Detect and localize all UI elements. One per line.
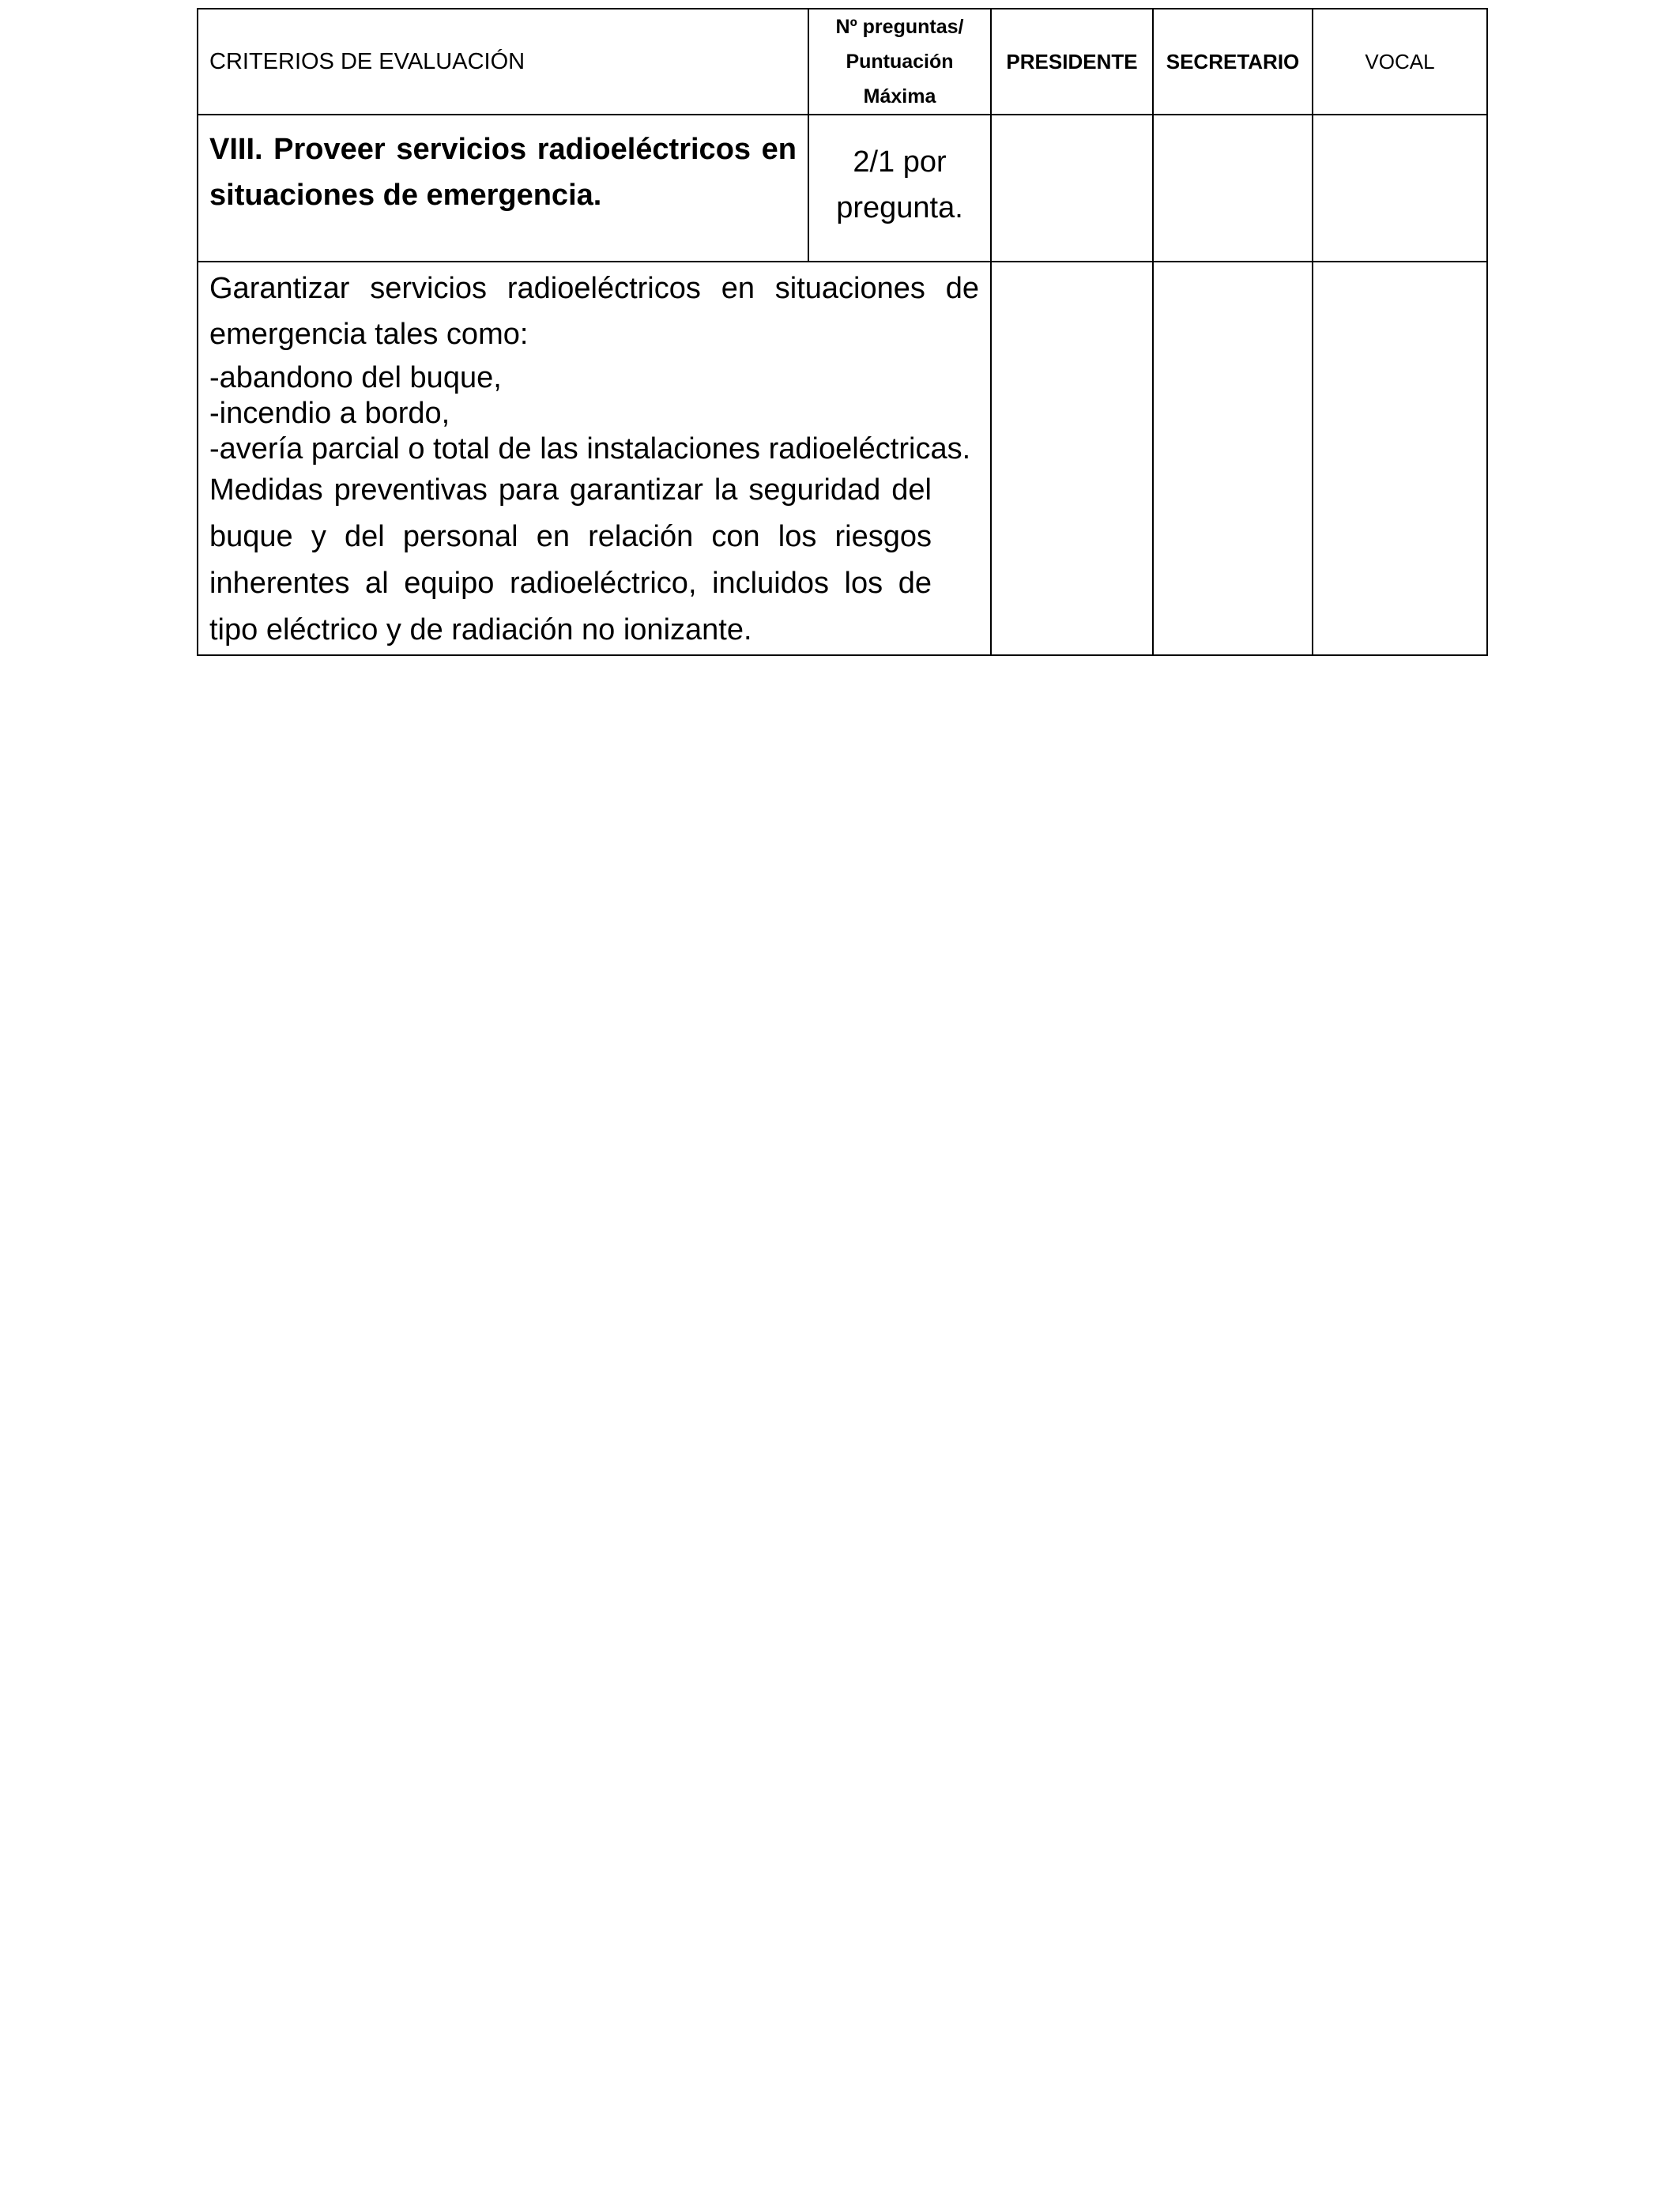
- secretario-score-cell: [1153, 115, 1313, 262]
- header-secretario: SECRETARIO: [1153, 9, 1313, 115]
- header-presidente: PRESIDENTE: [991, 9, 1153, 115]
- section-score-cell: [808, 115, 991, 262]
- section-score-line1: 2/1 por: [853, 145, 947, 179]
- header-criterios: CRITERIOS DE EVALUACIÓN: [198, 9, 808, 115]
- description-list: [209, 360, 979, 467]
- description-intro-line1: Garantizar servicios radioeléctricos en situaciones de: [209, 272, 979, 305]
- header-npreguntas: [808, 9, 991, 115]
- section-title: VIII. Proveer servicios radioeléctricos en situaciones de emergencia.: [209, 133, 797, 212]
- vocal-description-cell: [1313, 262, 1487, 655]
- header-vocal: VOCAL: [1313, 9, 1487, 115]
- section-row: [198, 115, 1487, 262]
- header-npreguntas-line1: Nº preguntas/: [835, 16, 964, 38]
- description-row: [198, 262, 1487, 655]
- list-item: -incendio a bordo,: [209, 397, 450, 430]
- description-measures: Medidas preventivas para garantizar la seguridad del buque y del personal en relación con los riesgos inherentes al equipo radioeléctrico, incluidos los de tipo eléctrico y de radiación no ionizante.: [209, 473, 932, 647]
- section-title-cell: [198, 115, 808, 262]
- list-item: -abandono del buque,: [209, 361, 502, 394]
- presidente-score-cell: [991, 115, 1153, 262]
- section-score-line2: pregunta.: [836, 191, 963, 224]
- header-npreguntas-line2: Puntuación: [846, 51, 954, 73]
- presidente-description-cell: [991, 262, 1153, 655]
- list-item: -avería parcial o total de las instalaciones radioeléctricas.: [209, 432, 971, 466]
- description-intro-line2: emergencia tales como:: [209, 318, 529, 351]
- secretario-description-cell: [1153, 262, 1313, 655]
- evaluation-criteria-table: [197, 8, 1488, 656]
- header-row: [198, 9, 1487, 115]
- description-cell: [198, 262, 991, 655]
- header-npreguntas-line3: Máxima: [863, 85, 936, 107]
- vocal-score-cell: [1313, 115, 1487, 262]
